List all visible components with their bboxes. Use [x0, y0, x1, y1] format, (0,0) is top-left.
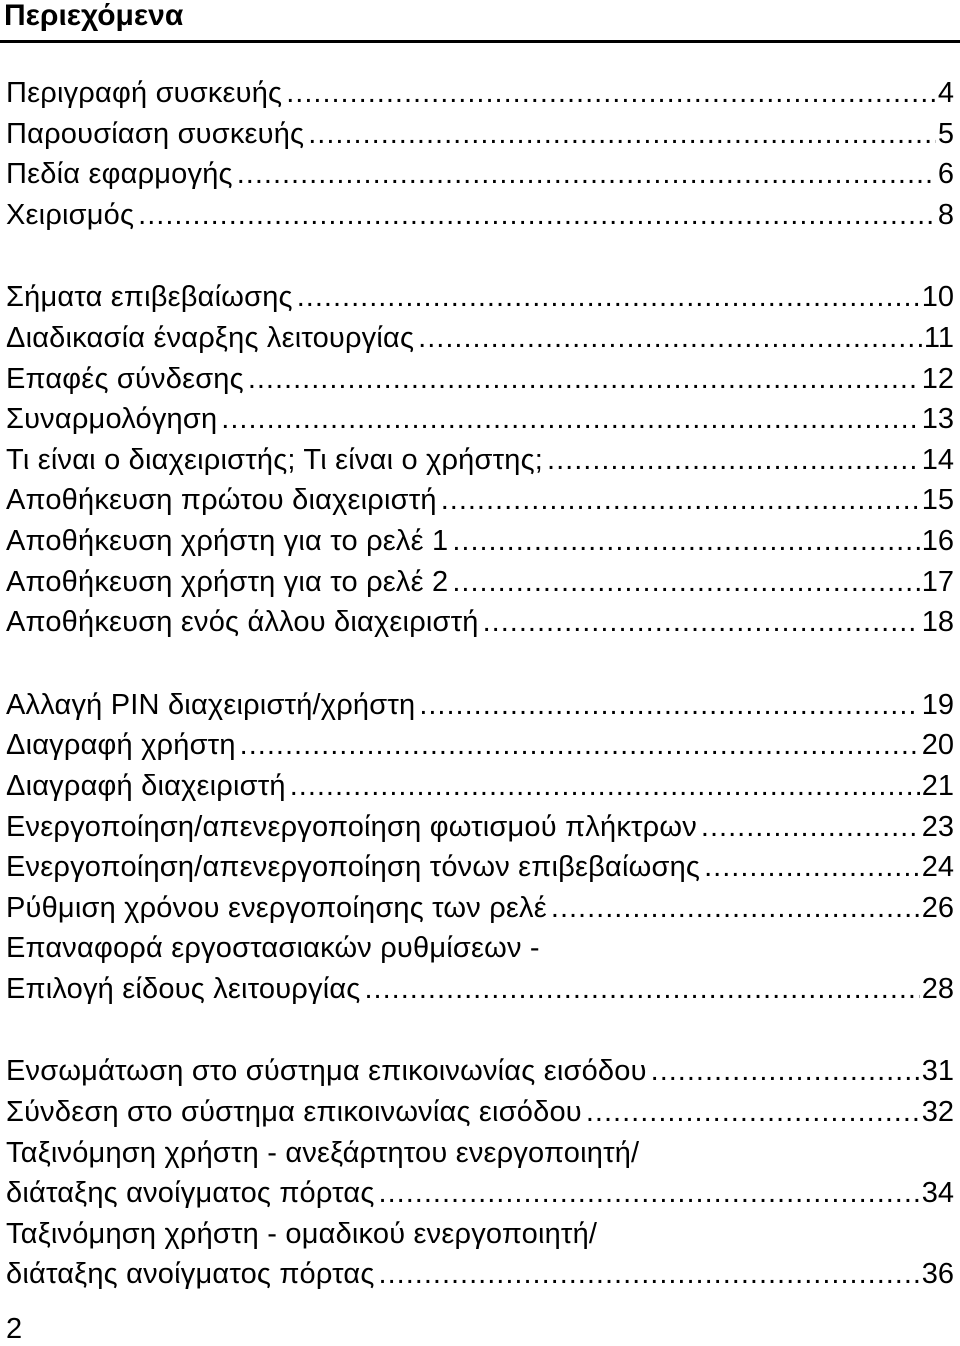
toc-entry-title: Συναρμολόγηση	[6, 403, 218, 436]
toc-entry-title: Ενεργοποίηση/απενεργοποίηση τόνων επιβεβαίωσης	[6, 851, 701, 884]
dot-leader	[586, 1092, 920, 1133]
toc-entry	[6, 399, 954, 440]
toc-entry-title: Αποθήκευση χρήστη για το ρελέ 2	[6, 565, 449, 598]
toc-entry-page: 34	[921, 1177, 954, 1210]
toc-entry-page: 16	[921, 524, 954, 557]
toc-entry	[6, 562, 954, 603]
toc-entry	[6, 154, 954, 195]
toc-entry	[6, 766, 954, 807]
dot-leader	[483, 602, 920, 643]
toc-entry-page: 5	[937, 117, 954, 150]
toc-entry	[6, 480, 954, 521]
toc-entry-page: 6	[937, 158, 954, 191]
toc-entry-page: 28	[921, 972, 954, 1005]
toc-entry	[6, 602, 954, 643]
toc-entry-title: Ενεργοποίηση/απενεργοποίηση φωτισμού πλήκτρων	[6, 810, 697, 843]
toc-entry-title-line1: Επαναφορά εργοστασιακών ρυθμίσεων -	[6, 932, 540, 965]
toc-group	[6, 277, 954, 642]
toc-entry-title: Περιγραφή συσκευής	[6, 77, 283, 109]
toc-entry-title: Ρύθμιση χρόνου ενεργοποίησης των ρελέ	[6, 891, 547, 924]
toc-entry	[6, 807, 954, 848]
dot-leader	[452, 521, 919, 562]
toc-entry-page: 32	[921, 1096, 954, 1129]
toc-entry	[6, 195, 954, 236]
toc-entry-page: 20	[921, 729, 954, 762]
dot-leader	[551, 888, 920, 929]
toc-entry-page: 8	[937, 198, 954, 231]
toc-entry-page: 21	[921, 769, 954, 802]
toc-entry-title: Διαγραφή χρήστη	[6, 729, 236, 762]
toc-entry-title: Σύνδεση στο σύστημα επικοινωνίας εισόδου	[6, 1096, 582, 1129]
toc-entry-line	[6, 928, 954, 969]
toc-entry-title: Τι είναι ο διαχειριστής; Τι είναι ο χρήστης;	[6, 443, 544, 476]
toc-entry-page: 19	[921, 688, 954, 721]
dot-leader	[701, 807, 920, 848]
toc-entry	[6, 888, 954, 929]
toc-entry-page: 24	[921, 851, 954, 884]
toc-entry-title: Αλλαγή PIN διαχειριστή/χρήστη	[6, 688, 416, 721]
toc-entry-page: 18	[921, 606, 954, 639]
toc-entry-title: διάταξης ανοίγματος πόρτας	[6, 1177, 375, 1210]
toc-entry-title: Επαφές σύνδεσης	[6, 362, 244, 395]
toc-entry-title: Παρουσίαση συσκευής	[6, 117, 305, 150]
toc-entry	[6, 359, 954, 400]
dot-leader	[704, 847, 920, 888]
page-number: 2	[6, 1313, 23, 1345]
toc-group	[6, 1051, 954, 1295]
page-title: Περιεχόμενα	[4, 0, 184, 32]
toc-entry-title: Αποθήκευση χρήστη για το ρελέ 1	[6, 524, 449, 557]
dot-leader	[308, 114, 936, 155]
dot-leader	[286, 73, 936, 114]
toc-entry	[6, 521, 954, 562]
toc-entry	[6, 1254, 954, 1295]
dot-leader	[290, 766, 920, 807]
toc-entry-page: 13	[921, 403, 954, 436]
toc-group	[6, 685, 954, 1010]
dot-leader	[547, 440, 920, 481]
toc-entry-page: 15	[921, 484, 954, 517]
toc-entry	[6, 725, 954, 766]
table-of-contents	[6, 73, 954, 1337]
title-divider	[0, 40, 960, 43]
toc-entry	[6, 318, 954, 359]
toc-entry-title: Διαγραφή διαχειριστή	[6, 769, 286, 802]
toc-entry-page: 26	[921, 891, 954, 924]
dot-leader	[441, 480, 920, 521]
toc-entry-title: Χειρισμός	[6, 198, 135, 231]
toc-entry-title: Αποθήκευση ενός άλλου διαχειριστή	[6, 606, 479, 639]
toc-entry-line	[6, 1214, 954, 1255]
dot-leader	[379, 1254, 920, 1295]
toc-entry	[6, 969, 954, 1010]
toc-entry-title: Διαδικασία έναρξης λειτουργίας	[6, 321, 415, 354]
toc-entry-page: 14	[921, 443, 954, 476]
toc-entry	[6, 1173, 954, 1214]
dot-leader	[240, 725, 920, 766]
dot-leader	[221, 399, 919, 440]
toc-entry-page: 4	[937, 77, 954, 109]
toc-entry	[6, 847, 954, 888]
dot-leader	[452, 562, 919, 603]
toc-entry-title: Ενσωμάτωση στο σύστημα επικοινωνίας εισόδου	[6, 1055, 647, 1088]
toc-entry-page: 36	[921, 1258, 954, 1291]
toc-entry	[6, 114, 954, 155]
toc-entry-page: 31	[921, 1055, 954, 1088]
dot-leader	[379, 1173, 920, 1214]
dot-leader	[651, 1051, 920, 1092]
dot-leader	[419, 685, 919, 726]
dot-leader	[138, 195, 936, 236]
toc-entry	[6, 1051, 954, 1092]
toc-entry-title: Σήματα επιβεβαίωσης	[6, 281, 293, 314]
toc-entry	[6, 685, 954, 726]
toc-entry-title-line1: Ταξινόμηση χρήστη - ομαδικού ενεργοποιητή/	[6, 1217, 598, 1250]
toc-entry-title-line1: Ταξινόμηση χρήστη - ανεξάρτητου ενεργοποιητή/	[6, 1136, 640, 1169]
toc-entry	[6, 73, 954, 114]
toc-entry	[6, 277, 954, 318]
toc-entry-page: 23	[921, 810, 954, 843]
dot-leader	[297, 277, 920, 318]
toc-entry-title: Αποθήκευση πρώτου διαχειριστή	[6, 484, 437, 517]
toc-entry-title: Επιλογή είδους λειτουργίας	[6, 972, 361, 1005]
toc-group	[6, 73, 954, 235]
dot-leader	[418, 318, 922, 359]
toc-entry-page: 17	[921, 565, 954, 598]
dot-leader	[248, 359, 920, 400]
toc-entry-page: 12	[921, 362, 954, 395]
toc-entry-title: Πεδία εφαρμογής	[6, 158, 233, 191]
toc-entry	[6, 440, 954, 481]
toc-entry-page: 11	[923, 321, 954, 354]
toc-entry-title: διάταξης ανοίγματος πόρτας	[6, 1258, 375, 1291]
toc-entry-line	[6, 1133, 954, 1174]
dot-leader	[365, 969, 920, 1010]
toc-entry	[6, 1092, 954, 1133]
toc-entry-page: 10	[921, 281, 954, 314]
dot-leader	[237, 154, 936, 195]
